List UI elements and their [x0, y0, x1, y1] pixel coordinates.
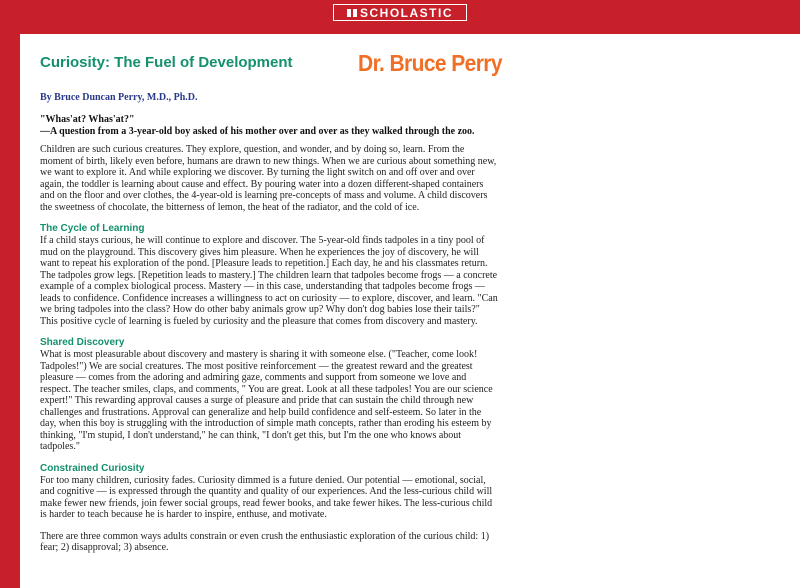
section-heading-shared: Shared Discovery [40, 337, 125, 348]
closing-paragraph: There are three common ways adults constrain or even crush the enthusiastic exploration of the curious child: 1) fear; 2) disapproval; 3) absence. [40, 530, 490, 553]
article-body [40, 114, 498, 564]
section-body-cycle: If a child stays curious, he will continue to explore and discover. The 5-year-old finds tadpoles in a tiny pool of mud on the playground. This discovery gives him pleasure. When he experiences the joy of discovery, he will want to repeat his exploration of the pond. [Pleasure leads to repetition.] Each day, he and his classmates return. The tadpoles grow legs. [Repetition leads to mastery.] The children learn that tadpoles become frogs — a concrete example of a complex biological process. Mastery — in this case, understanding that tadpoles become frogs — leads to confidence. Confidence increases a willingness to act on curiosity — to explore, discover, and learn. "Can we bring tadpoles into the class? How do other baby animals grow up? Why don't dog babies lose their tails?" This positive cycle of learning is fueled by curiosity and the pleasure that comes from discovery and mastery. [40, 235, 498, 327]
scholastic-logo[interactable] [333, 4, 467, 21]
quote-line-2: —A question from a 3-year-old boy asked of his mother over and over as they walked through the zoo. [40, 125, 475, 137]
section-body-constrained: For too many children, curiosity fades. Curiosity dimmed is a future denied. Our potential — emotional, social, and cognitive — is expressed through the quantity and quality of our experiences. And the less-curious child will make fewer new friends, join fewer social groups, read fewer books, and take fewer hikes. The less-curious child is harder to teach because he is harder to inspire, enthuse, and motivate. [40, 474, 493, 520]
top-banner [0, 0, 800, 34]
article-page [20, 34, 800, 588]
section-heading-constrained: Constrained Curiosity [40, 462, 145, 474]
byline: By Bruce Duncan Perry, M.D., Ph.D. [40, 92, 198, 103]
quote-line-1: "Whas'at? Whas'at?" [40, 114, 135, 125]
intro-paragraph: Children are such curious creatures. They explore, question, and wonder, and by doing so, learn. From the moment of birth, likely even before, humans are drawn to new things. When we are curious about something new, we want to explore it. And while exploring we discover. By turning the light switch on and off over and over again, the toddler is learning about cause and effect. By pouring water into a dozen different-shaped containers and on the floor and over clothes, the 4-year-old is learning pre-concepts of mass and volume. A child discovers the sweetness of chocolate, the bitterness of lemon, the heat of the radiator, and the cold of ice. [40, 144, 497, 213]
logo-text: SCHOLASTIC [360, 5, 453, 20]
section-heading-cycle: The Cycle of Learning [40, 223, 145, 234]
article-title: Curiosity: The Fuel of Development [40, 54, 293, 71]
section-body-shared: What is most pleasurable about discovery and mastery is sharing it with someone else. ("Teacher, come look! Tadpoles!") We are social creatures. The most positive reinforcement — the greatest reward and the greatest pleasure — comes from the adoring and admiring gaze, comments and support from someone we love and respect. The teacher smiles, claps, and comments, " You are great. Look at all these tadpoles! You are our science expert!" This rewarding approval causes a surge of pleasure and pride that can sustain the child through new challenges and frustrations. Approval can generalize and help build confidence and self-esteem. So later in the day, when this boy is struggling with the introduction of simple math concepts, rather than eroding his esteem by thinking, "I'm stupid, I don't understand," he can think, "I don't get this, but I'm the one who knows about tadpoles." [40, 349, 493, 452]
opening-quote [40, 114, 498, 137]
book-icon [347, 9, 357, 17]
brand-name: Dr. Bruce Perry [358, 51, 502, 77]
